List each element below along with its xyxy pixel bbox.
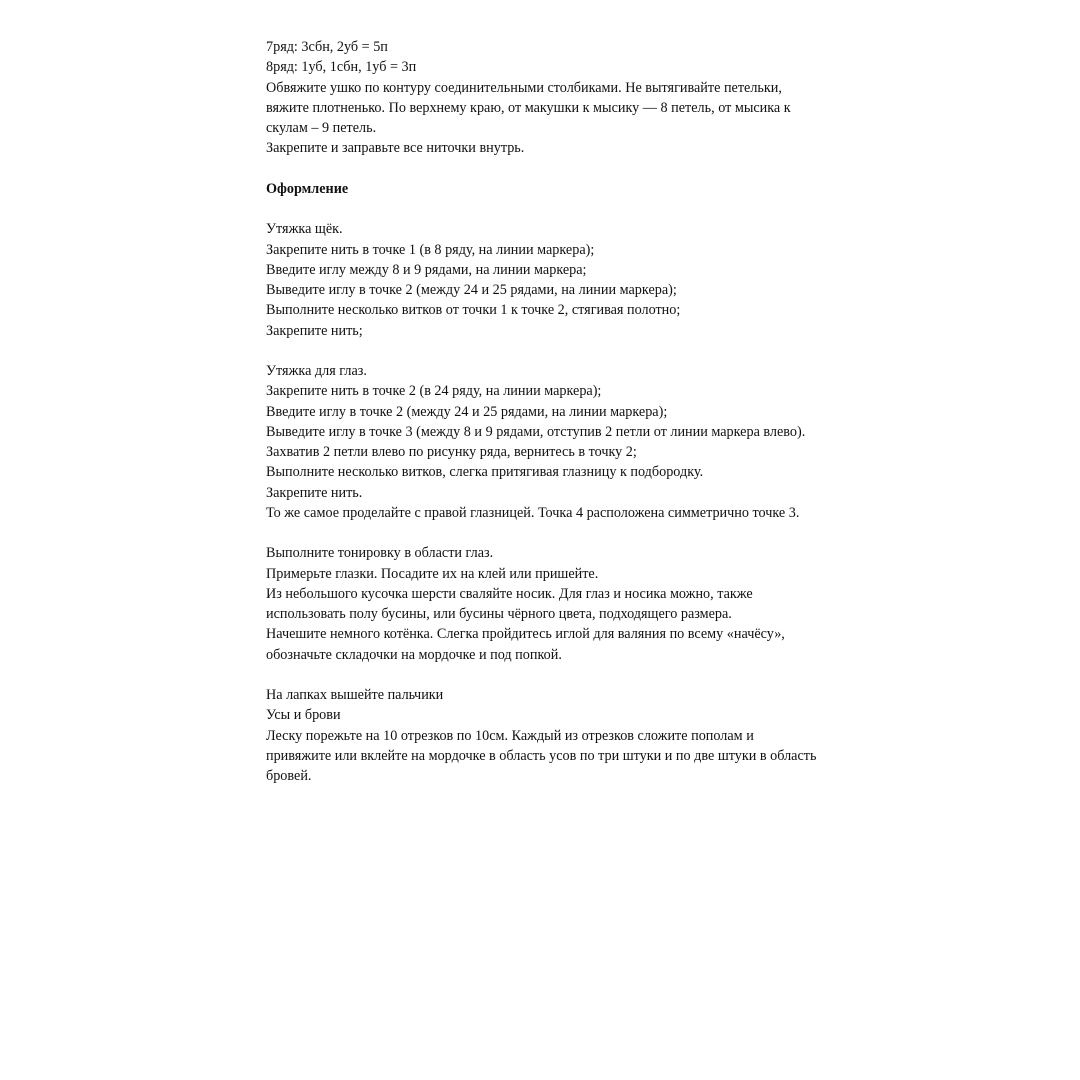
section-heading: Оформление (266, 180, 349, 197)
spacer (266, 341, 876, 361)
instruction-line: Выполните несколько витков, слегка притягивая глазницу к подбородку. (266, 464, 704, 481)
instruction-line: Выполните несколько витков от точки 1 к точке 2, стягивая полотно; (266, 302, 681, 319)
spacer (266, 523, 876, 543)
instruction-line: Закрепите нить в точке 2 (в 24 ряду, на линии маркера); (266, 383, 602, 400)
instruction-line: Из небольшого кусочка шерсти сваляйте носик. Для глаз и носика можно, также (266, 585, 753, 602)
instruction-line: Введите иглу между 8 и 9 рядами, на линии маркера; (266, 261, 587, 278)
instruction-line: привяжите или вклейте на мордочке в область усов по три штуки и по две штуки в область (266, 747, 817, 764)
instruction-line: Примерьте глазки. Посадите их на клей или пришейте. (266, 565, 599, 582)
instruction-line: Выведите иглу в точке 2 (между 24 и 25 рядами, на линии маркера); (266, 282, 677, 298)
paragraph-line: Закрепите и заправьте все ниточки внутрь. (266, 140, 525, 157)
finishing-section (266, 543, 876, 665)
instruction-line: Закрепите нить; (266, 322, 363, 339)
subsection-title: Утяжка щёк. (266, 221, 343, 238)
instruction-line: Леску порежьте на 10 отрезков по 10см. Каждый из отрезков сложите пополам и (266, 727, 754, 744)
instruction-line: Закрепите нить в точке 1 (в 8 ряду, на линии маркера); (266, 241, 595, 258)
spacer (266, 159, 876, 179)
subsection-title: Утяжка для глаз. (266, 363, 367, 379)
paragraph-line: вяжите плотненько. По верхнему краю, от макушки к мысику — 8 петель, от мысика к (266, 99, 791, 116)
instruction-line: Начешите немного котёнка. Слегка пройдитесь иглой для валяния по всему «начёсу», (266, 626, 785, 643)
instruction-line: использовать полу бусины, или бусины чёрного цвета, подходящего размера. (266, 606, 732, 622)
instruction-line: На лапках вышейте пальчики (266, 687, 444, 703)
instruction-line: То же самое проделайте с правой глазницей. Точка 4 расположена симметрично точке 3. (266, 504, 800, 521)
instruction-line: Захватив 2 петли влево по рисунку ряда, вернитесь в точку 2; (266, 444, 637, 460)
instruction-line: Выведите иглу в точке 3 (между 8 и 9 рядами, отступив 2 петли от линии маркера влево). (266, 423, 806, 440)
instruction-line: Выполните тонировку в области глаз. (266, 545, 494, 562)
instruction-line: Введите иглу в точке 2 (между 24 и 25 рядами, на линии маркера); (266, 403, 668, 420)
row-8-text: 8ряд: 1уб, 1сбн, 1уб = 3п (266, 59, 417, 76)
document-page (266, 37, 876, 786)
spacer (266, 199, 876, 219)
paragraph-line: Обвяжите ушко по контуру соединительными столбиками. Не вытягивайте петельки, (266, 79, 782, 96)
subsection-title: Усы и брови (266, 707, 341, 724)
instruction-line: обозначьте складочки на мордочке и под попкой. (266, 646, 562, 663)
eyes-section (266, 361, 876, 523)
row-7-text: 7ряд: 3сбн, 2уб = 5п (266, 39, 388, 55)
instruction-line: бровей. (266, 768, 312, 784)
cheeks-section (266, 219, 876, 341)
spacer (266, 665, 876, 685)
intro-section (266, 37, 876, 159)
paws-whiskers-section (266, 685, 876, 786)
paragraph-line: скулам – 9 петель. (266, 120, 377, 136)
instruction-line: Закрепите нить. (266, 484, 363, 501)
